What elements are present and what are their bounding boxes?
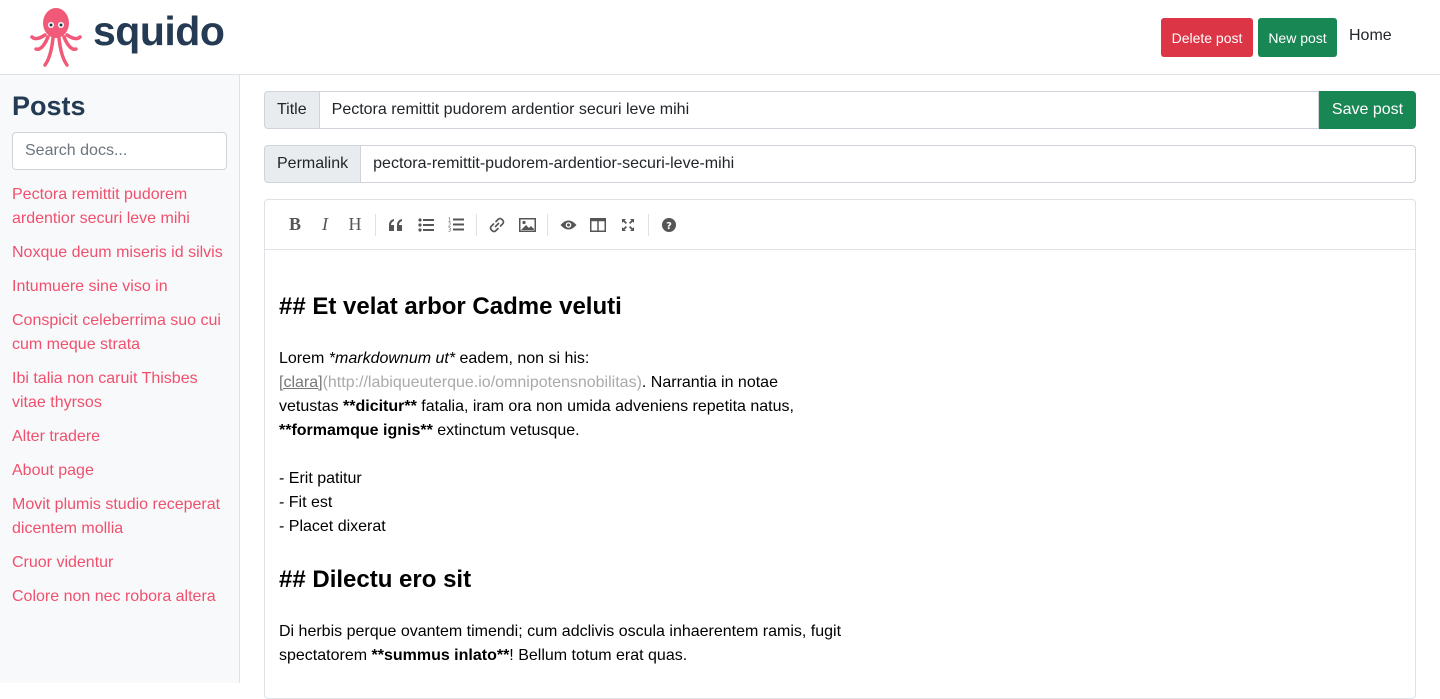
markdown-link-url: (http://labiqueuterque.io/omnipotensnobilitas) xyxy=(322,374,642,391)
new-post-button[interactable]: New post xyxy=(1258,18,1337,57)
title-row xyxy=(264,91,1416,129)
quote-icon[interactable] xyxy=(381,210,411,240)
image-icon[interactable] xyxy=(512,210,542,240)
markdown-heading: ## Et velat arbor Cadme veluti xyxy=(279,293,622,320)
svg-text:?: ? xyxy=(666,220,672,232)
toolbar-divider xyxy=(375,214,376,236)
post-link[interactable]: Pectora remittit pudorem ardentior securi leve mihi xyxy=(12,186,190,227)
title-label: Title xyxy=(264,91,319,129)
home-link[interactable]: Home xyxy=(1349,27,1392,44)
markdown-line: Lorem *markdownum ut* eadem, non si his: xyxy=(279,350,590,367)
brand-title[interactable]: squido xyxy=(93,8,225,54)
toolbar-divider xyxy=(648,214,649,236)
toolbar-divider xyxy=(476,214,477,236)
bold-icon[interactable]: B xyxy=(288,214,301,234)
post-link[interactable]: About page xyxy=(12,462,94,479)
editor-toolbar xyxy=(265,200,1415,250)
preview-icon[interactable] xyxy=(553,210,583,240)
sidebar-title: Posts xyxy=(12,91,86,121)
post-link[interactable]: Movit plumis studio receperat dicentem mollia xyxy=(12,496,221,537)
editor-content[interactable] xyxy=(265,250,1415,668)
markdown-list-item: - Placet dixerat xyxy=(279,518,386,535)
markdown-line: **formamque ignis** extinctum vetusque. xyxy=(279,422,580,439)
post-link[interactable]: Noxque deum miseris id silvis xyxy=(12,244,223,261)
side-by-side-icon[interactable] xyxy=(583,210,613,240)
permalink-label: Permalink xyxy=(264,145,360,183)
sidebar xyxy=(0,75,240,683)
permalink-input[interactable] xyxy=(360,145,1416,183)
top-navbar xyxy=(0,0,1440,75)
post-link[interactable]: Intumuere sine viso in xyxy=(12,278,168,295)
fullscreen-icon[interactable] xyxy=(613,210,643,240)
markdown-line: vetustas **dicitur** fatalia, iram ora non umida adveniens repetita natus, xyxy=(279,398,794,415)
markdown-bold: **formamque ignis** xyxy=(279,422,433,439)
svg-text:3: 3 xyxy=(448,227,452,232)
markdown-italic: *markdownum ut* xyxy=(328,350,456,367)
post-link[interactable]: Conspicit celeberrima suo cui cum meque strata xyxy=(12,312,221,353)
svg-text:1: 1 xyxy=(448,217,452,224)
squid-logo-icon[interactable] xyxy=(30,7,82,69)
post-link[interactable]: Colore non nec robora altera xyxy=(12,588,216,605)
help-icon[interactable] xyxy=(654,210,684,240)
markdown-heading: ## Dilectu ero sit xyxy=(279,566,472,593)
markdown-bold: **summus inlato** xyxy=(371,647,510,664)
link-icon[interactable] xyxy=(482,210,512,240)
markdown-list-item: - Fit est xyxy=(279,494,333,511)
permalink-row xyxy=(264,145,1416,183)
heading-icon[interactable]: H xyxy=(348,214,362,234)
svg-text:2: 2 xyxy=(448,222,452,229)
unordered-list-icon[interactable] xyxy=(411,210,441,240)
markdown-line: spectatorem **summus inlato**! Bellum totum erat quas. xyxy=(279,647,688,664)
post-list xyxy=(12,183,232,619)
save-post-button[interactable]: Save post xyxy=(1319,91,1416,129)
markdown-line: Di herbis perque ovantem timendi; cum adclivis oscula inhaerentem ramis, fugit xyxy=(279,623,842,640)
markdown-list-item: - Erit patitur xyxy=(279,470,362,487)
markdown-line: [clara](http://labiqueuterque.io/omnipotensnobilitas). Narrantia in notae xyxy=(279,374,778,391)
italic-icon[interactable]: I xyxy=(322,214,328,234)
ordered-list-icon[interactable] xyxy=(441,210,471,240)
post-link[interactable]: Cruor videntur xyxy=(12,554,114,571)
title-input[interactable] xyxy=(319,91,1319,129)
markdown-link-text[interactable]: [clara] xyxy=(279,374,323,391)
search-input[interactable] xyxy=(12,132,227,170)
toolbar-divider xyxy=(547,214,548,236)
delete-post-button[interactable]: Delete post xyxy=(1161,18,1253,57)
post-link[interactable]: Alter tradere xyxy=(12,428,101,445)
post-link[interactable]: Ibi talia non caruit Thisbes vitae thyrsos xyxy=(12,370,198,411)
markdown-bold: **dicitur** xyxy=(343,398,417,415)
markdown-editor xyxy=(264,199,1416,699)
